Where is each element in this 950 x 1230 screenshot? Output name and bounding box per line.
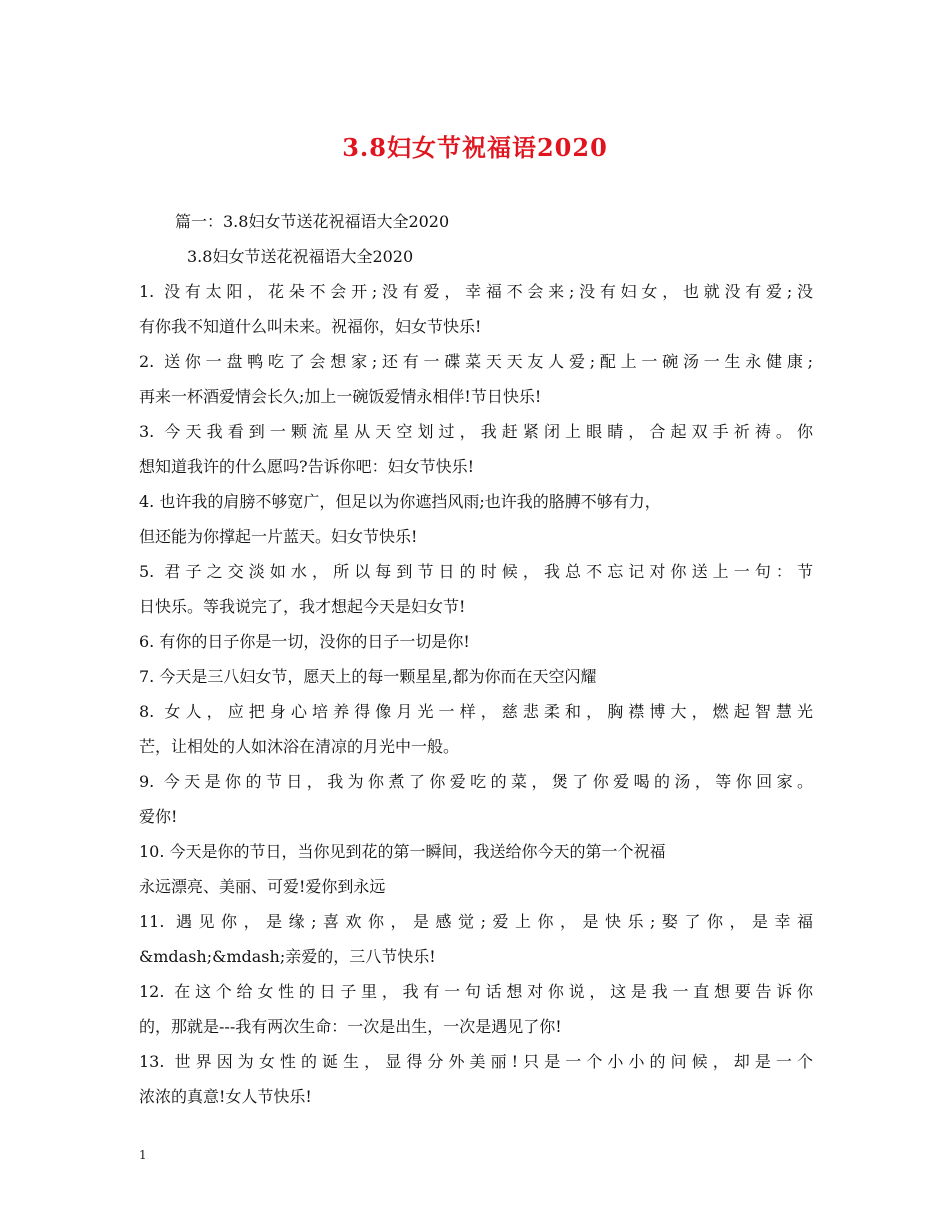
blessing-paragraph-9 [139,764,813,834]
paragraph-line: 有你我不知道什么叫未来。祝福你，妇女节快乐! [139,317,482,336]
blessing-paragraph-13 [139,1044,813,1114]
paragraph-line: 7. 今天是三八妇女节，愿天上的每一颗星星,都为你而在天空闪耀 [139,667,597,686]
blessing-paragraph-5 [139,554,813,624]
blessing-paragraph-12 [139,974,813,1044]
document-title: 3.8妇女节祝福语2020 [342,133,608,162]
paragraph-line: 1. 没有太阳，花朵不会开;没有爱，幸福不会来;没有妇女，也就没有爱;没 [139,282,813,301]
section-heading: 篇一：3.8妇女节送花祝福语大全2020 [175,212,450,231]
blessing-paragraph-8 [139,694,813,764]
paragraph-line: 12. 在这个给女性的日子里，我有一句话想对你说，这是我一直想要告诉你 [139,982,813,1001]
page-number: 1 [139,1148,147,1162]
paragraph-line: 想知道我许的什么愿吗?告诉你吧：妇女节快乐! [139,457,475,476]
blessing-paragraph-4 [139,484,813,554]
paragraph-line: 2. 送你一盘鸭吃了会想家;还有一碟菜天天友人爱;配上一碗汤一生永健康; [139,352,813,371]
paragraph-line: 爱你! [139,807,178,826]
paragraph-line: 13. 世界因为女性的诞生，显得分外美丽!只是一个小小的问候，却是一个 [139,1052,813,1071]
blessing-paragraph-3 [139,414,813,484]
blessing-paragraph-11 [139,904,813,974]
paragraph-line: 11. 遇见你，是缘;喜欢你，是感觉;爱上你，是快乐;娶了你，是幸福 [139,912,813,931]
paragraph-line: 8. 女人，应把身心培养得像月光一样，慈悲柔和，胸襟博大，燃起智慧光 [139,702,813,721]
paragraph-line: 永远漂亮、美丽、可爱!爱你到永远 [139,877,386,896]
paragraph-line: 4. 也许我的肩膀不够宽广，但足以为你遮挡风雨;也许我的胳膊不够有力， [139,492,661,511]
paragraph-line: 芒，让相处的人如沐浴在清凉的月光中一般。 [139,737,460,756]
blessing-paragraph-2 [139,344,813,414]
paragraph-line: 3. 今天我看到一颗流星从天空划过，我赶紧闭上眼睛，合起双手祈祷。你 [139,422,813,441]
document-body [139,204,813,1114]
paragraph-line: 浓浓的真意!女人节快乐! [139,1087,312,1106]
paragraph-line: 9. 今天是你的节日，我为你煮了你爱吃的菜，煲了你爱喝的汤，等你回家。 [139,772,813,791]
paragraph-line: 但还能为你撑起一片蓝天。妇女节快乐! [139,527,418,546]
subsection-heading: 3.8妇女节送花祝福语大全2020 [187,247,414,266]
paragraph-line: 5. 君子之交淡如水，所以每到节日的时候，我总不忘记对你送上一句：节 [139,562,813,581]
blessing-paragraph-6 [139,624,813,659]
paragraph-line: 10. 今天是你的节日，当你见到花的第一瞬间，我送给你今天的第一个祝福 [139,842,666,861]
paragraph-line: 6. 有你的日子你是一切，没你的日子一切是你! [139,632,470,651]
paragraph-line: 再来一杯酒爱情会长久;加上一碗饭爱情永相伴!节日快乐! [139,387,542,406]
paragraph-line: 的，那就是---我有两次生命：一次是出生，一次是遇见了你! [139,1017,562,1036]
paragraph-line: 日快乐。等我说完了，我才想起今天是妇女节! [139,597,466,616]
blessing-paragraph-1 [139,274,813,344]
paragraph-line: &mdash;&mdash;亲爱的，三八节快乐! [139,947,436,966]
blessing-paragraph-7 [139,659,813,694]
blessing-paragraph-10 [139,834,813,904]
